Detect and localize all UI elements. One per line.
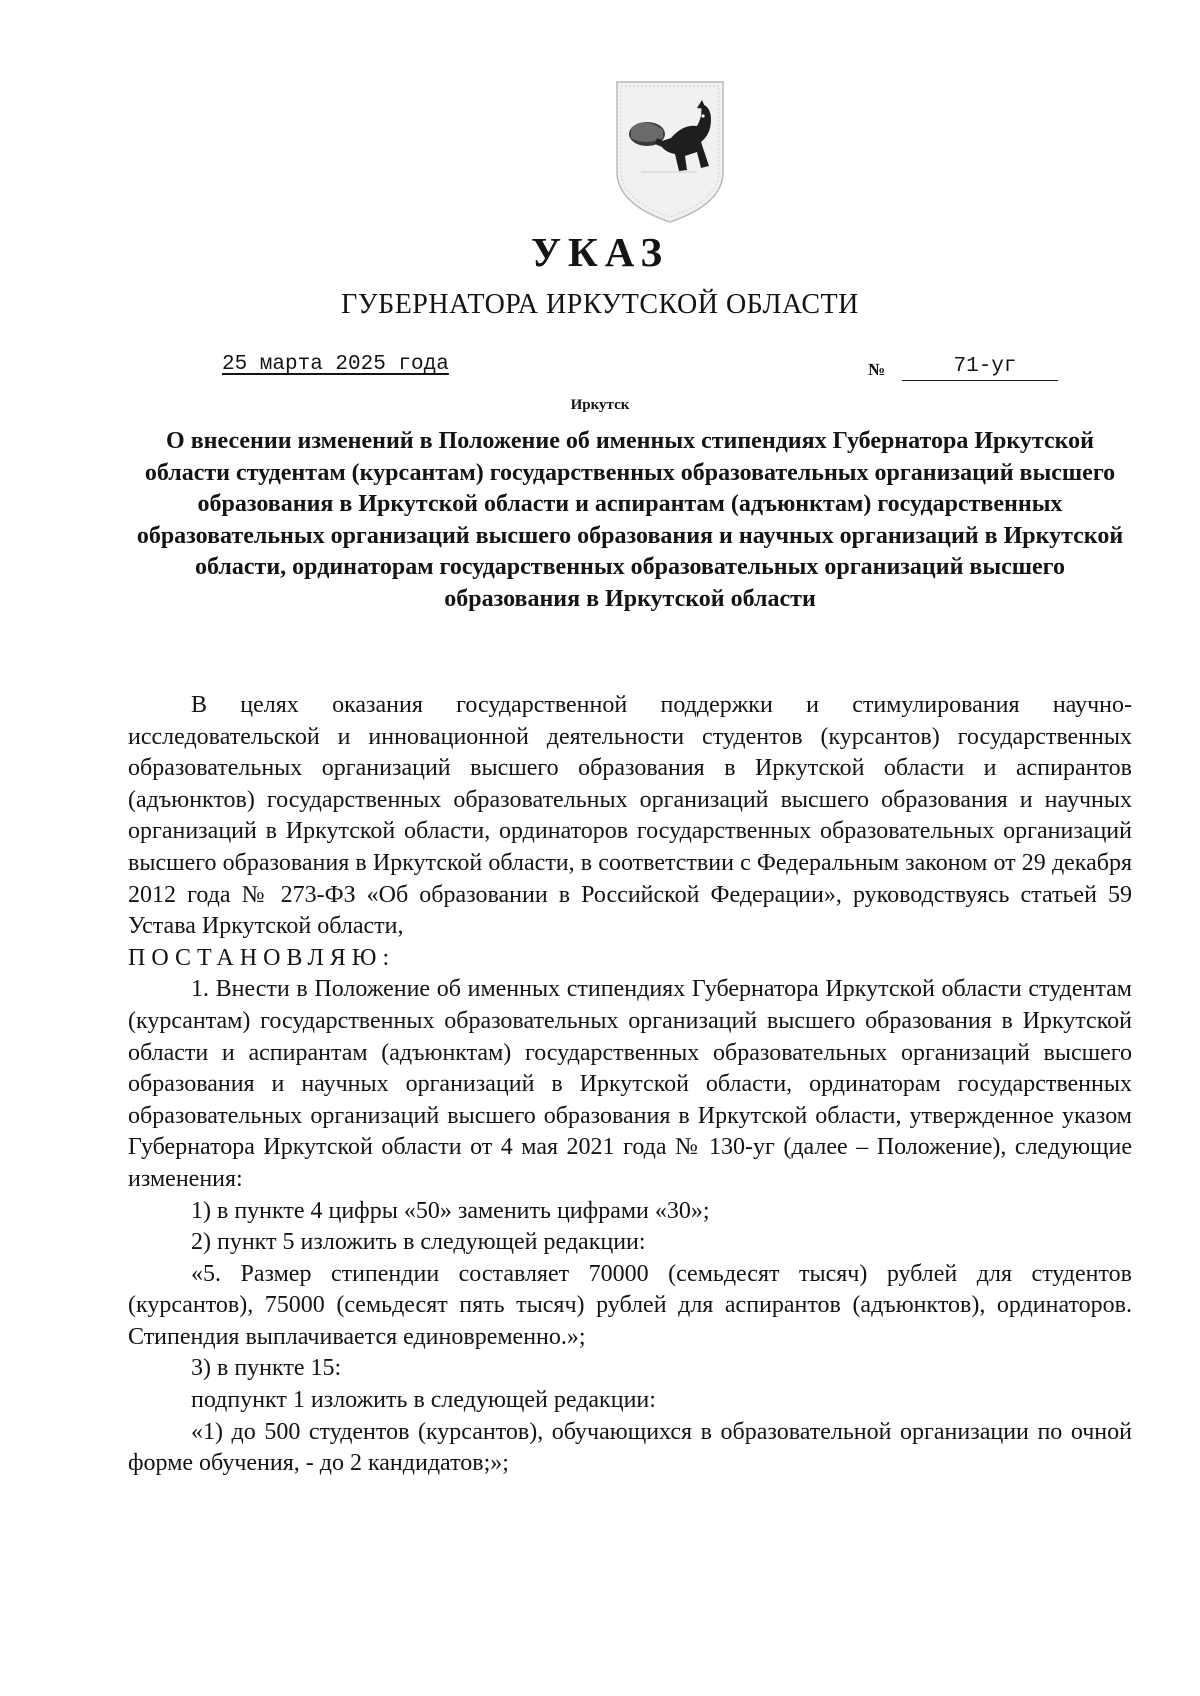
subitem-1-paragraph: 1) в пункте 4 цифры «50» заменить цифрами «30»;	[191, 1197, 710, 1224]
subitem-3a-paragraph: подпункт 1 изложить в следующей редакции:	[191, 1387, 656, 1414]
city-label: Иркутск	[570, 397, 630, 413]
subitem-3-paragraph: 3) в пункте 15:	[191, 1355, 342, 1382]
item-1-paragraph: 1. Внести в Положение об именных стипендиях Губернатора Иркутской области студентам (курсантам) государственных образовательных организаций высшего образования в Иркутской области и аспирантам (адъюнктам) государственных образовательных организаций высшего образования и научных организаций в Иркутской области, ординаторам государственных образовательных организаций высшего образования в Иркутской области, утвержденное указом Губернатора Иркутской области от 4 мая 2021 года № 130-уг (далее – Положение), следующие изменения:	[128, 976, 1132, 1192]
number-sign: №	[868, 360, 886, 379]
preamble-paragraph: В целях оказания государственной поддержки и стимулирования научно-исследовательской и инновационной деятельности студентов (курсантов) государственных образовательных организаций высшего образования в Иркутской области и аспирантов (адъюнктов) государственных образовательных организаций высшего образования и научных организаций в Иркутской области, ординаторов государственных образовательных организаций высшего образования в Иркутской области, в соответствии с Федеральным законом от 29 декабря 2012 года № 273-ФЗ «Об образовании в Российской Федерации», руководствуясь статьей 59 Устава Иркутской области,	[128, 692, 1132, 940]
decree-number: 71-уг	[902, 354, 1058, 381]
coat-of-arms-icon	[611, 76, 729, 226]
decree-body	[128, 690, 1132, 1480]
decree-heading: О внесении изменений в Положение об именных стипендиях Губернатора Иркутской области студентам (курсантам) государственных образовательных организаций высшего образования в Иркутской области и аспирантам (адъюнктам) государственных образовательных организаций высшего образования и научных организаций в Иркутской области, ординаторам государственных образовательных организаций высшего образования в Иркутской области	[136, 428, 1124, 612]
subitem-2-paragraph: 2) пункт 5 изложить в следующей редакции:	[191, 1229, 646, 1256]
decree-date-value: 25 марта 2025 года	[222, 353, 449, 376]
document-title: УКАЗ	[530, 229, 670, 275]
decree-word: ПОСТАНОВЛЯЮ:	[128, 944, 396, 971]
document-subtitle: ГУБЕРНАТОРА ИРКУТСКОЙ ОБЛАСТИ	[341, 289, 859, 320]
quote-item-5-paragraph: «5. Размер стипендии составляет 70000 (семьдесят тысяч) рублей для студентов (курсантов), 75000 (семьдесят пять тысяч) рублей для аспирантов (адъюнктов), ординаторов. Стипендия выплачивается единовременно.»;	[128, 1260, 1132, 1350]
decree-date	[222, 352, 449, 378]
quote-subitem-1-paragraph: «1) до 500 студентов (курсантов), обучающихся в образовательной организации по очной форме обучения, - до 2 кандидатов;»;	[128, 1418, 1132, 1477]
